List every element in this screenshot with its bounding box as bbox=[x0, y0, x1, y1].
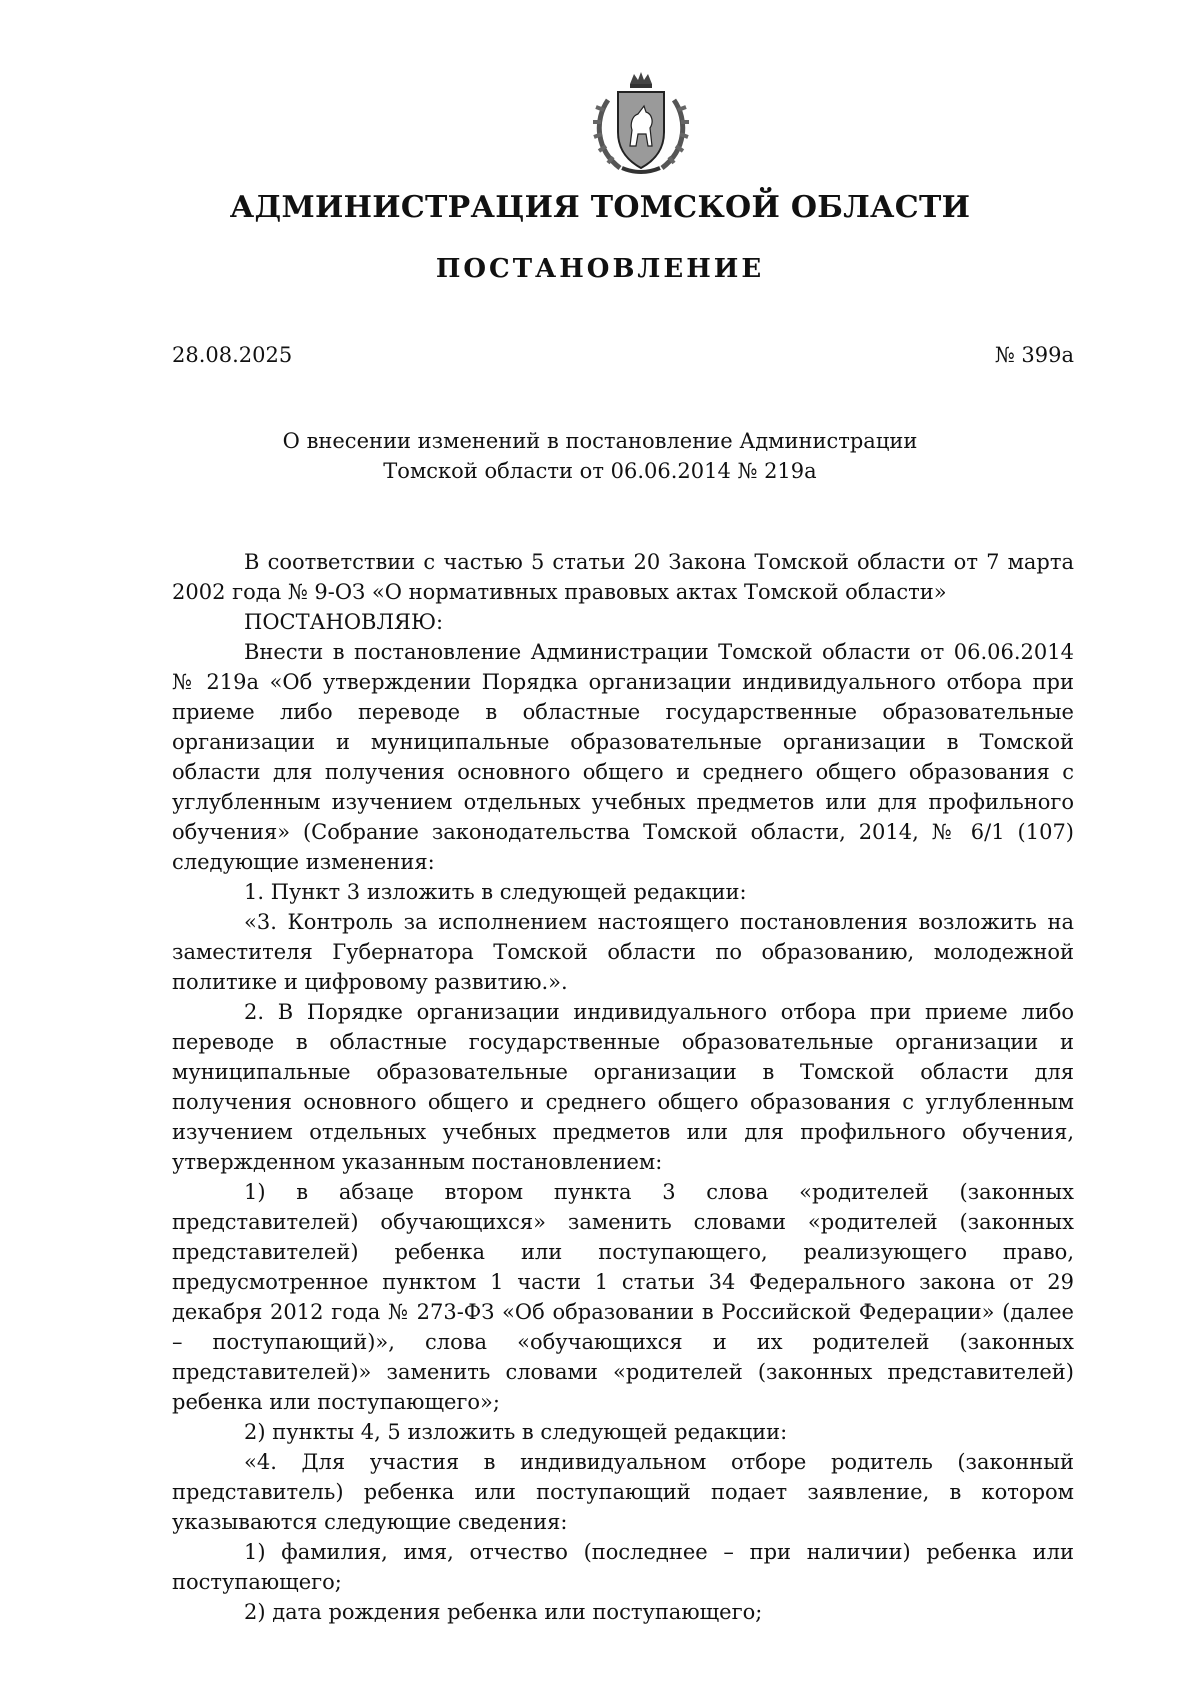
paragraph: В соответствии с частью 5 статьи 20 Закона Томской области от 7 марта 2002 года № 9-ОЗ «О нормативных правовых актах Томской области» bbox=[172, 550, 1074, 604]
paragraph: 2. В Порядке организации индивидуального отбора при приеме либо переводе в областные государственные образовательные организации и муниципальные образовательные организации в Томской области для получения основного общего и среднего общего образования с углубленным изучением отдельных учебных предметов или для профильного обучения, утвержденном указанным постановлением: bbox=[172, 1000, 1074, 1174]
paragraph: «3. Контроль за исполнением настоящего постановления возложить на заместителя Губернатора Томской области по образованию, молодежной политике и цифровому развитию.». bbox=[172, 910, 1074, 994]
organization-name: АДМИНИСТРАЦИЯ ТОМСКОЙ ОБЛАСТИ bbox=[229, 190, 971, 225]
paragraph: 2) пункты 4, 5 изложить в следующей редакции: bbox=[244, 1420, 788, 1444]
paragraph: Внести в постановление Администрации Томской области от 06.06.2014 № 219а «Об утверждении Порядка организации индивидуального отбора при приеме либо переводе в областные государственные образовательные организации и муниципальные образовательные организации в Томской области для получения основного общего и среднего общего образования с углубленным изучением отдельных учебных предметов или для профильного обучения» (Собрание законодательства Томской области, 2014, № 6/1 (107) следующие изменения: bbox=[172, 640, 1074, 874]
document-number: № 399а bbox=[994, 343, 1074, 367]
document-type: ПОСТАНОВЛЕНИЕ bbox=[435, 254, 765, 284]
paragraph: 1) в абзаце втором пункта 3 слова «родителей (законных представителей) обучающихся» заменить словами «родителей (законных представителей) ребенка или поступающего, реализующего право, предусмотренное пунктом 1 части 1 статьи 34 Федерального закона от 29 декабря 2012 года № 273-ФЗ «Об образовании в Российской Федерации» (далее – поступающий)», слова «обучающихся и их родителей (законных представителей)» заменить словами «родителей (законных представителей) ребенка или поступающего»; bbox=[172, 1180, 1074, 1414]
title-line-2: Томской области от 06.06.2014 № 219а bbox=[383, 459, 817, 483]
paragraph: «4. Для участия в индивидуальном отборе родитель (законный представитель) ребенка или поступающий подает заявление, в котором указываются следующие сведения: bbox=[172, 1450, 1074, 1534]
title-line-1: О внесении изменений в постановление Администрации bbox=[282, 429, 918, 453]
coat-of-arms-icon bbox=[586, 70, 696, 180]
paragraph: ПОСТАНОВЛЯЮ: bbox=[244, 610, 444, 634]
document-date: 28.08.2025 bbox=[172, 343, 293, 367]
paragraph: 2) дата рождения ребенка или поступающего; bbox=[244, 1600, 763, 1624]
paragraph: 1) фамилия, имя, отчество (последнее – при наличии) ребенка или поступающего; bbox=[172, 1540, 1074, 1594]
paragraph: 1. Пункт 3 изложить в следующей редакции: bbox=[244, 880, 747, 904]
document-title bbox=[0, 426, 1200, 486]
document-body bbox=[172, 547, 1074, 1627]
